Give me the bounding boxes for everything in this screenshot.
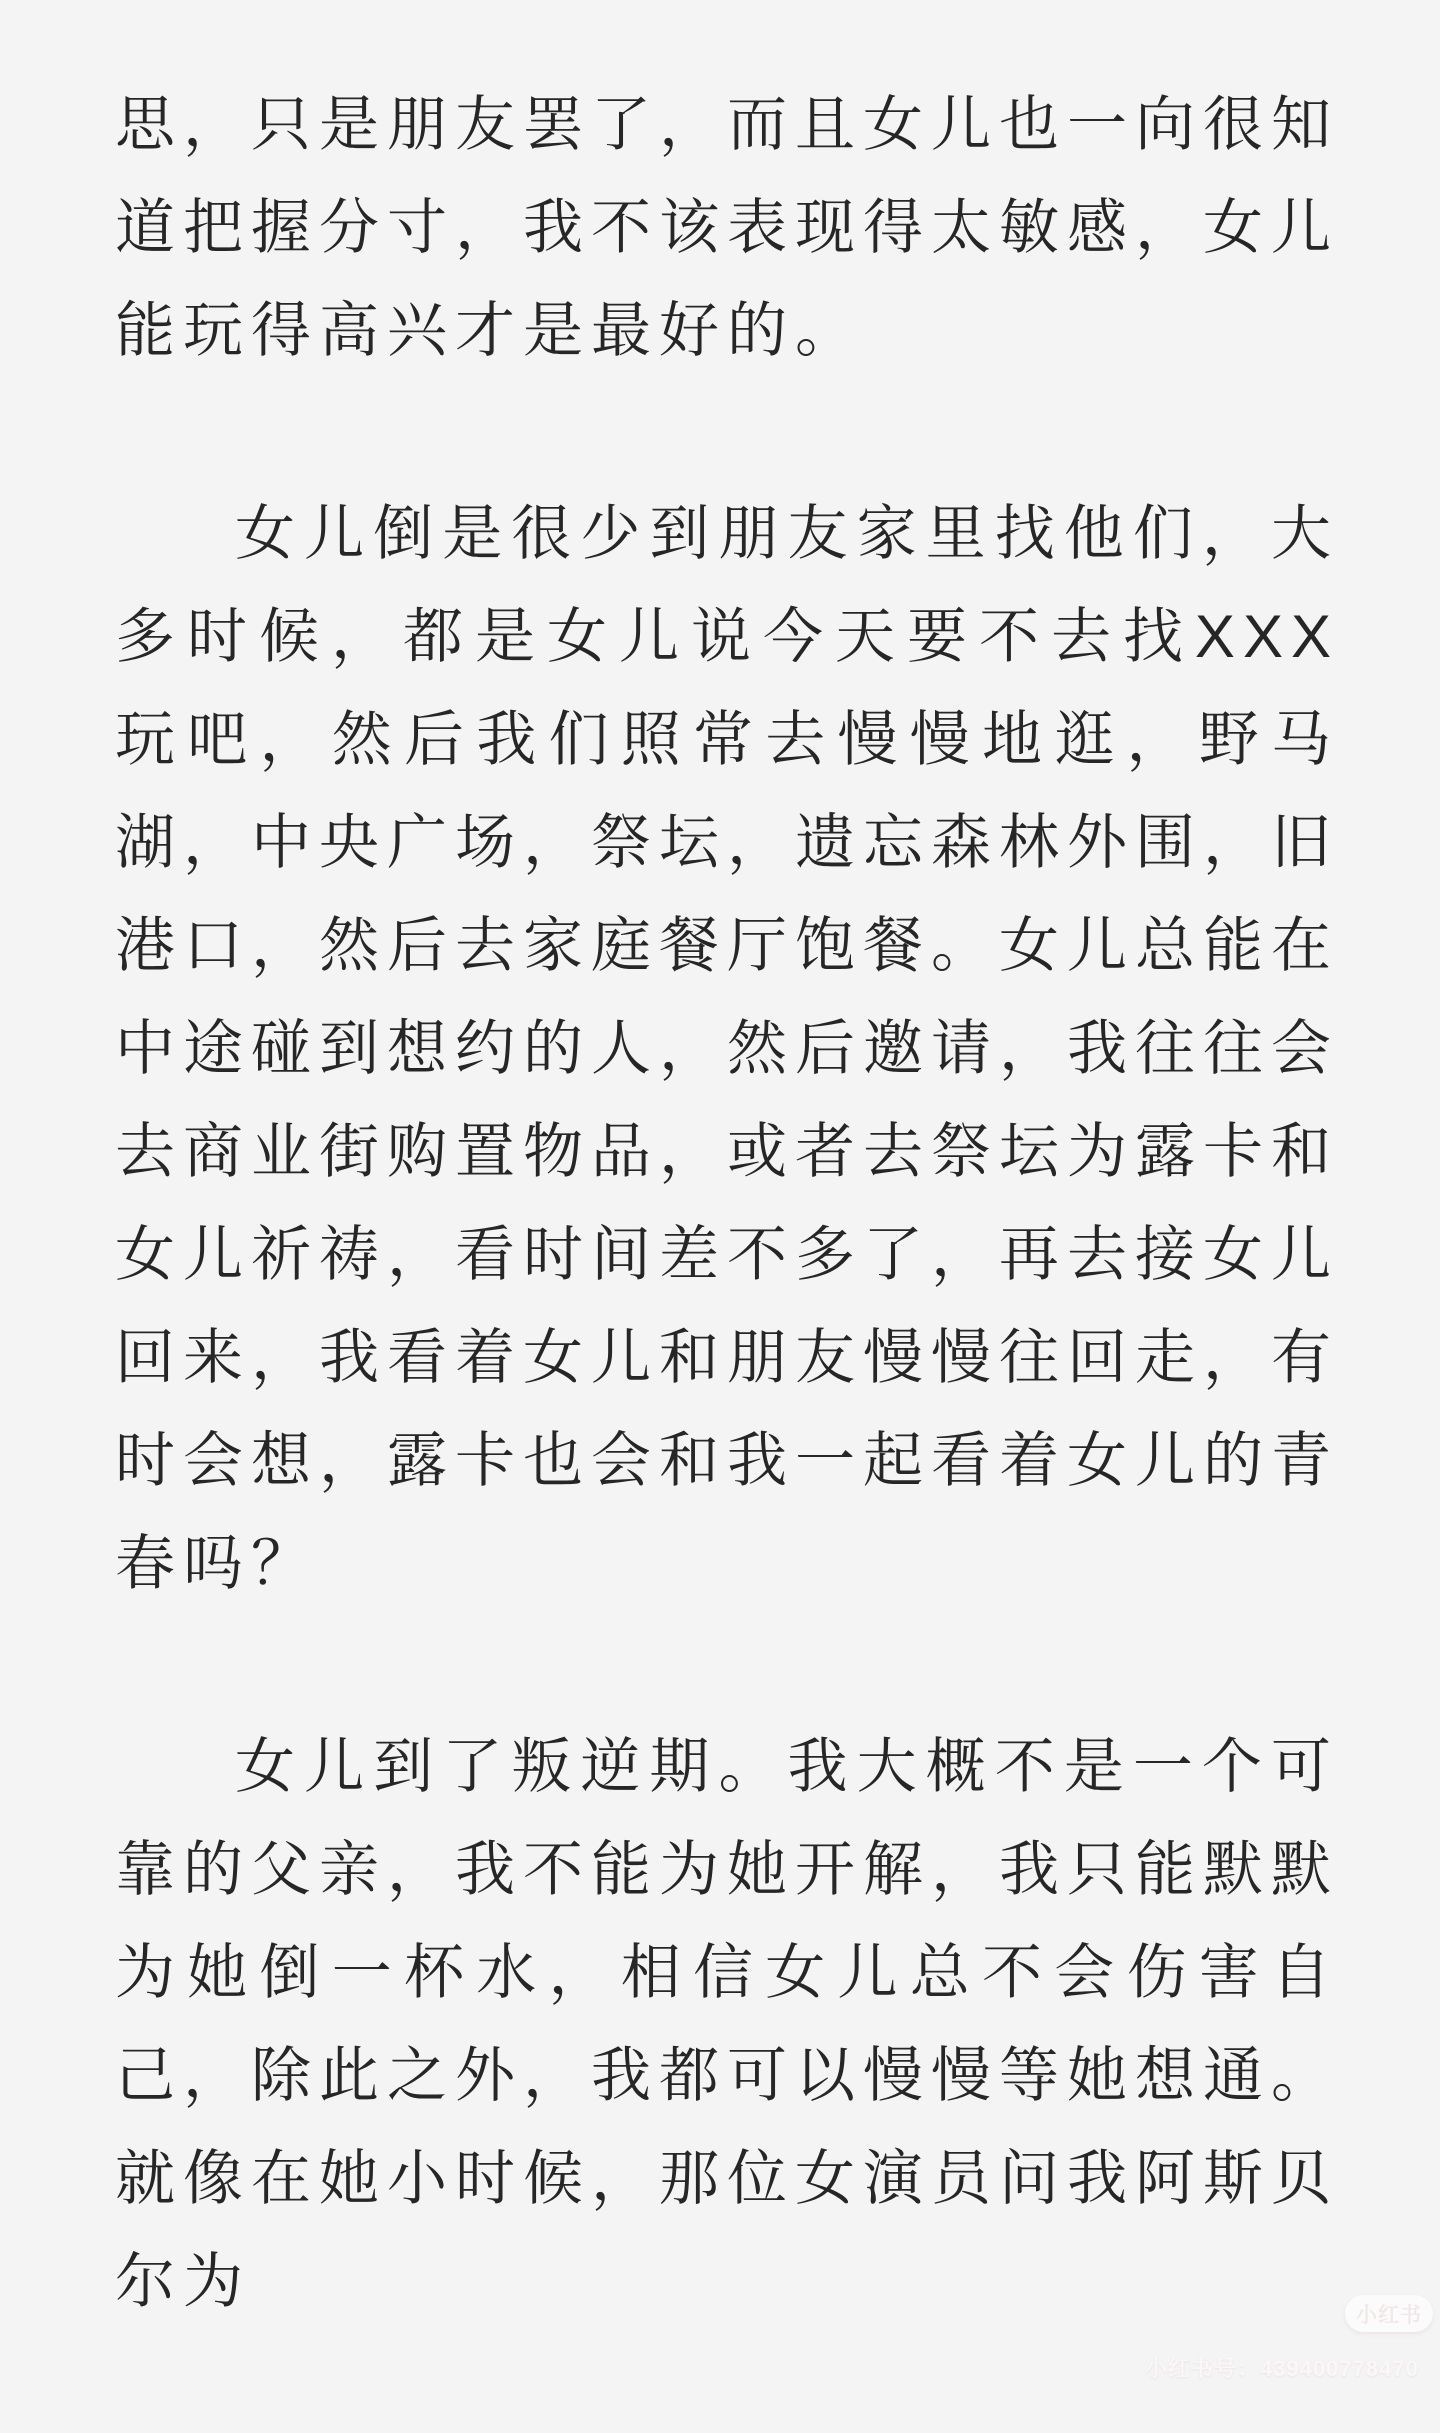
paragraph: 思，只是朋友罢了，而且女儿也一向很知道把握分寸，我不该表现得太敏感，女儿能玩得高兴才是最好的。: [115, 91, 1339, 364]
article-text: [115, 73, 1339, 2433]
xiaohongshu-id-watermark: 小红书号：439400778470: [1145, 2356, 1419, 2381]
paragraph: 女儿倒是很少到朋友家里找他们，大多时候，都是女儿说今天要不去找XXX玩吧，然后我们照常去慢慢地逛，野马湖，中央广场，祭坛，遗忘森林外围，旧港口，然后去家庭餐厅饱餐。女儿总能在中途碰到想约的人，然后邀请，我往往会去商业街购置物品，或者去祭坛为露卡和女儿祈祷，看时间差不多了，再去接女儿回来，我看着女儿和朋友慢慢往回走，有时会想，露卡也会和我一起看着女儿的青春吗？: [115, 500, 1339, 1597]
paragraph: 女儿到了叛逆期。我大概不是一个可靠的父亲，我不能为她开解，我只能默默为她倒一杯水，相信女儿总不会伤害自己，除此之外，我都可以慢慢等她想通。就像在她小时候，那位女演员问我阿斯贝尔为: [115, 1733, 1339, 2315]
xiaohongshu-badge: [1345, 2295, 1433, 2332]
xiaohongshu-badge-label: 小红书: [1356, 2303, 1422, 2327]
